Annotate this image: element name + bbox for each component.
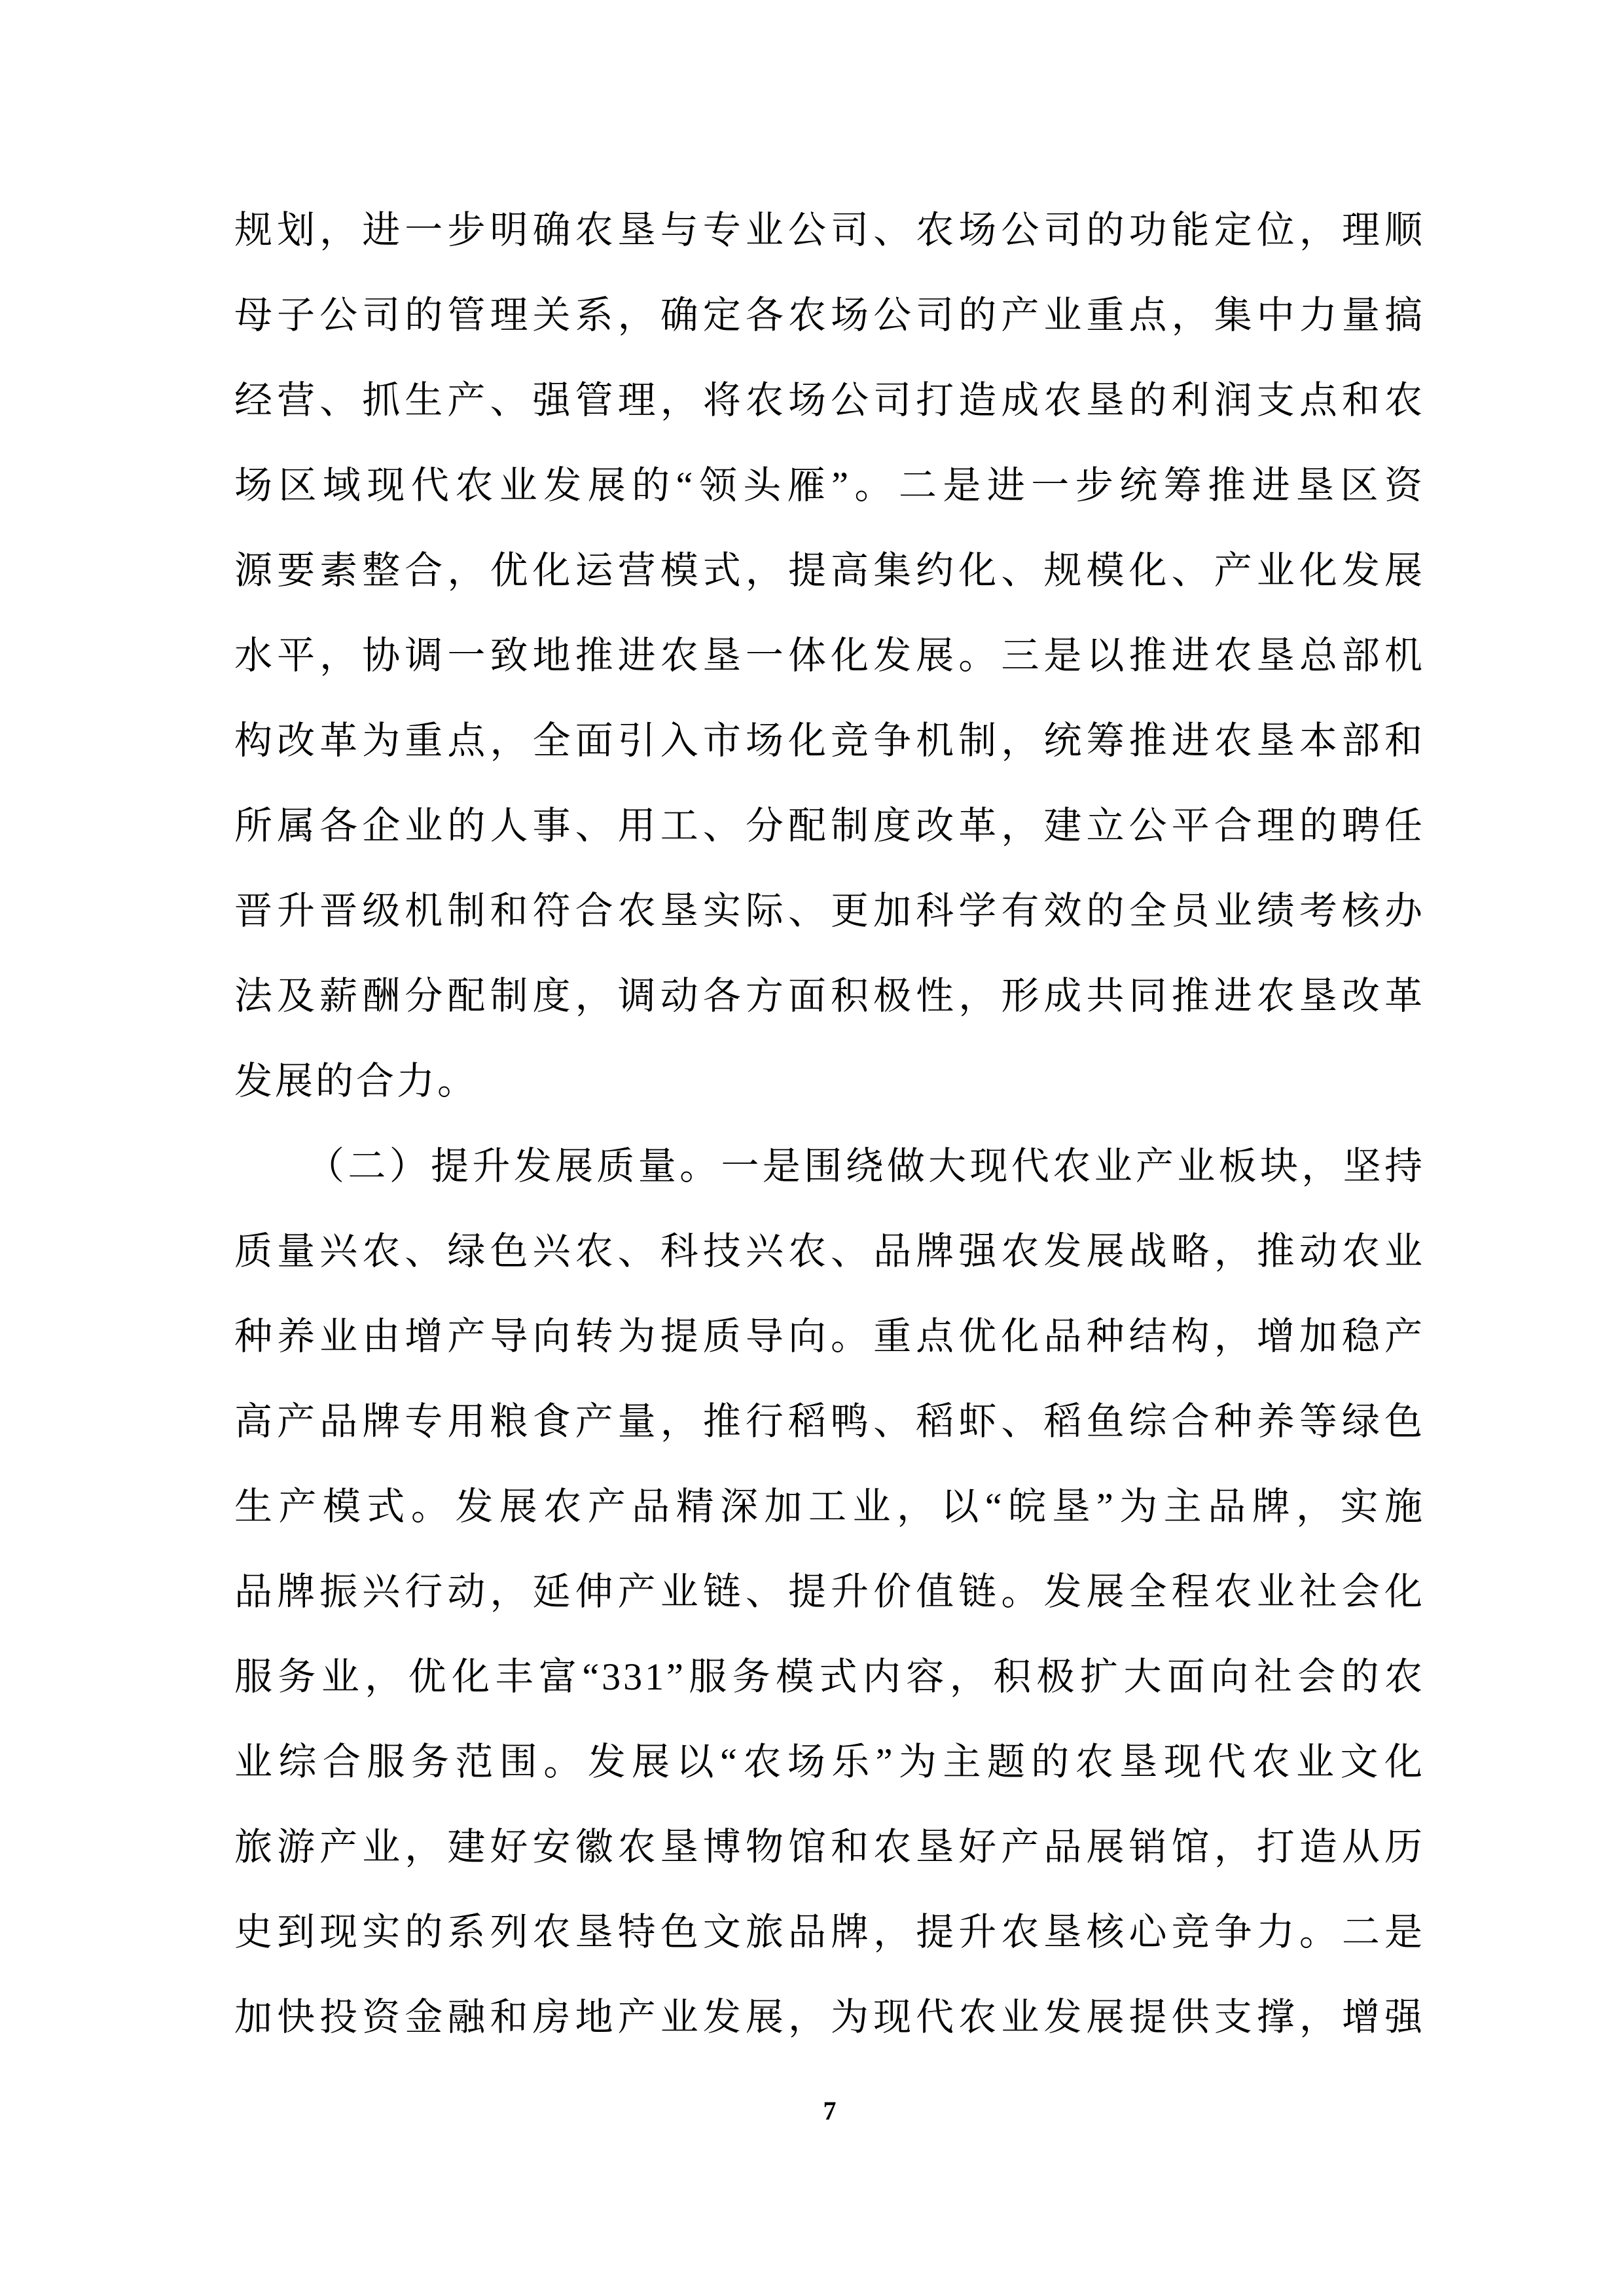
text-line: 生产模式。发展农产品精深加工业，以“皖垦”为主品牌，实施: [234, 1485, 1425, 1528]
text-line: 品牌振兴行动，延伸产业链、提升价值链。发展全程农业社会化: [234, 1570, 1425, 1613]
text-line: 经营、抓生产、强管理，将农场公司打造成农垦的利润支点和农: [234, 379, 1425, 422]
text-line: 种养业由增产导向转为提质导向。重点优化品种结构，增加稳产: [234, 1315, 1425, 1358]
text-line: 服务业，优化丰富“331”服务模式内容，积极扩大面向社会的农: [234, 1655, 1425, 1698]
text-line: 高产品牌专用粮食产量，推行稻鸭、稻虾、稻鱼综合种养等绿色: [234, 1400, 1425, 1443]
text-line-paragraph-end: 发展的合力。: [234, 1060, 478, 1102]
text-line-paragraph-start: （二）提升发展质量。一是围绕做大现代农业产业板块，坚持: [306, 1145, 1425, 1187]
text-line: 法及薪酬分配制度，调动各方面积极性，形成共同推进农垦改革: [234, 975, 1425, 1017]
text-line: 所属各企业的人事、用工、分配制度改革，建立公平合理的聘任: [234, 804, 1425, 847]
text-line: 旅游产业，建好安徽农垦博物馆和农垦好产品展销馆，打造从历: [234, 1826, 1425, 1868]
text-line: 构改革为重点，全面引入市场化竞争机制，统筹推进农垦本部和: [234, 719, 1425, 762]
text-line: 史到现实的系列农垦特色文旅品牌，提升农垦核心竞争力。二是: [234, 1911, 1425, 1953]
page-footer: [0, 2098, 1624, 2124]
text-line: 场区域现代农业发展的“领头雁”。二是进一步统筹推进垦区资: [234, 464, 1425, 507]
page-number: 7: [823, 2096, 837, 2125]
page-body: [234, 188, 1425, 2060]
text-line: 晋升晋级机制和符合农垦实际、更加科学有效的全员业绩考核办: [234, 890, 1425, 932]
text-line: 规划，进一步明确农垦与专业公司、农场公司的功能定位，理顺: [234, 209, 1425, 251]
text-line: 母子公司的管理关系，确定各农场公司的产业重点，集中力量搞: [234, 294, 1425, 336]
text-line: 业综合服务范围。发展以“农场乐”为主题的农垦现代农业文化: [234, 1741, 1425, 1783]
text-line: 源要素整合，优化运营模式，提高集约化、规模化、产业化发展: [234, 549, 1425, 592]
text-line: 质量兴农、绿色兴农、科技兴农、品牌强农发展战略，推动农业: [234, 1230, 1425, 1273]
text-line: 水平，协调一致地推进农垦一体化发展。三是以推进农垦总部机: [234, 634, 1425, 677]
text-line: 加快投资金融和房地产业发展，为现代农业发展提供支撑，增强: [234, 1996, 1425, 2038]
